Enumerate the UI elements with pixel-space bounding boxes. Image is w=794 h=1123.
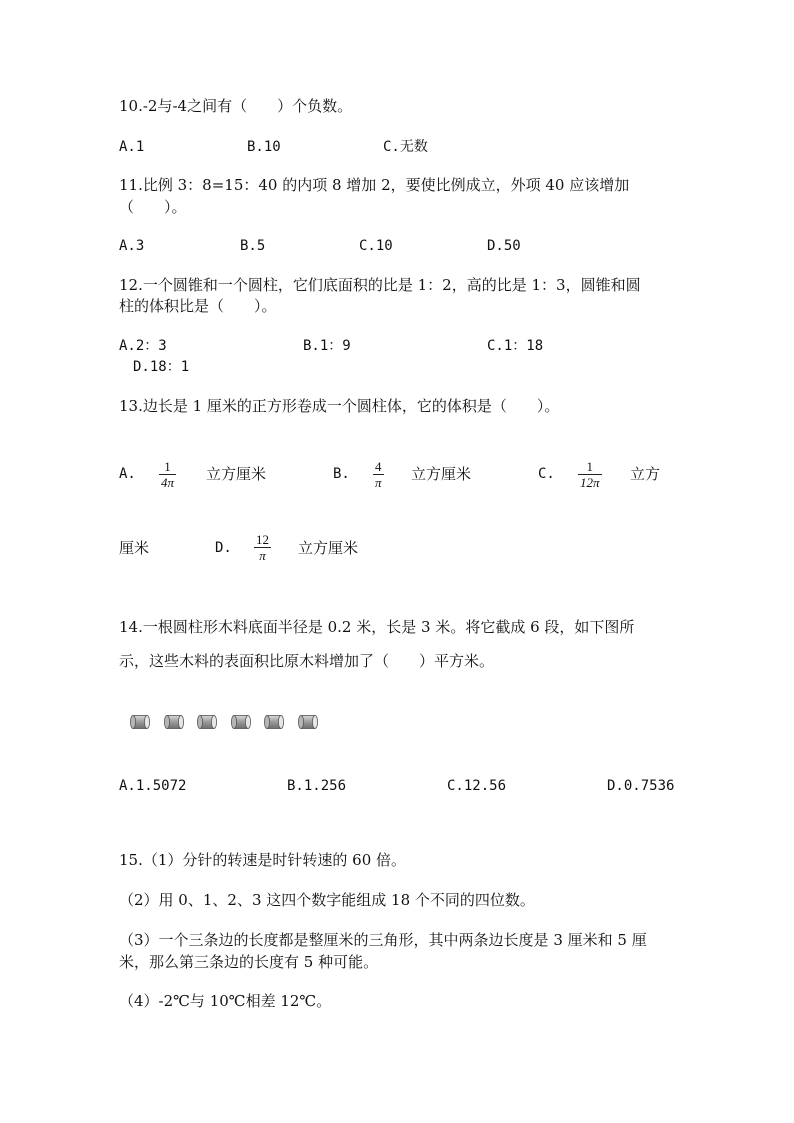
q10-option-c: C.无数 — [383, 139, 428, 155]
q12-stem-line1: 12.一个圆锥和一个圆柱，它们底面积的比是 1：2，高的比是 1：3，圆锥和圆 — [119, 276, 641, 294]
q13-option-a-fraction — [159, 459, 176, 490]
q11-option-a: A.3 — [119, 238, 145, 254]
q13-option-c-letter: C. — [538, 466, 555, 482]
q11-option-d: D.50 — [487, 238, 521, 254]
q13-option-b-denominator: π — [375, 475, 382, 490]
q13-option-a-unit: 立方厘米 — [206, 465, 267, 483]
q13-option-a-denominator: 4π — [161, 475, 175, 490]
q13-option-b-numerator: 4 — [375, 459, 382, 474]
q14-stem-line1: 14.一根圆柱形木料底面半径是 0.2 米，长是 3 米。将它截成 6 段，如下图所 — [119, 618, 635, 636]
cylinder-piece — [264, 714, 284, 730]
q13-option-b-fraction — [373, 459, 384, 490]
q13-option-c-unit: 立方 — [630, 465, 661, 483]
q13-unit-wrap: 厘米 — [119, 539, 150, 557]
q14-stem-line2: 示，这些木料的表面积比原木料增加了（ ）平方米。 — [119, 652, 495, 670]
q13-option-a-numerator: 1 — [164, 459, 171, 474]
cylinder-piece — [231, 714, 251, 730]
q14-option-d: D.0.7536 — [607, 778, 675, 794]
q11-option-b: B.5 — [240, 238, 266, 254]
q13-option-d-fraction — [254, 532, 271, 563]
q12-option-c: C.1：18 — [487, 338, 544, 354]
q10-option-a: A.1 — [119, 139, 145, 155]
q13-option-a-letter: A. — [119, 466, 136, 482]
q12-stem-line2: 柱的体积比是（ ）。 — [119, 297, 277, 315]
q14-option-a: A.1.5072 — [119, 778, 187, 794]
q12-option-b: B.1：9 — [303, 338, 351, 354]
q13-option-c-fraction — [578, 459, 602, 490]
q13-option-c-denominator: 12π — [580, 475, 600, 490]
q13-option-b-unit: 立方厘米 — [411, 465, 472, 483]
q14-option-b: B.1.256 — [287, 778, 347, 794]
q11-stem-line2: （ ）。 — [119, 198, 187, 216]
q15-line4: （4）-2℃与 10℃相差 12℃。 — [119, 992, 332, 1010]
q15-line1: 15.（1）分针的转速是时针转速的 60 倍。 — [119, 851, 407, 869]
cylinder-piece — [130, 714, 150, 730]
q11-stem-line1: 11.比例 3：8=15：40 的内项 8 增加 2，要使比例成立，外项 40 应该增加 — [119, 176, 630, 194]
q15-line3b: 米，那么第三条边的长度有 5 种可能。 — [119, 953, 379, 971]
q14-option-c: C.12.56 — [447, 778, 507, 794]
q10-option-b: B.10 — [247, 139, 281, 155]
q12-option-d: D.18：1 — [133, 359, 190, 375]
q10-stem: 10.-2与-4之间有（ ）个负数。 — [119, 97, 353, 115]
cylinder-piece — [164, 714, 184, 730]
q15-line3a: （3）一个三条边的长度都是整厘米的三角形，其中两条边长度是 3 厘米和 5 厘 — [119, 931, 647, 949]
q13-option-d-numerator: 12 — [256, 532, 269, 547]
q13-option-b-letter: B. — [333, 466, 350, 482]
q13-option-d-denominator: π — [259, 548, 266, 563]
q13-option-c-numerator: 1 — [586, 459, 593, 474]
q12-option-a: A.2：3 — [119, 338, 167, 354]
q11-option-c: C.10 — [359, 238, 393, 254]
cylinder-piece — [197, 714, 217, 730]
cylinder-piece — [298, 714, 318, 730]
q13-stem: 13.边长是 1 厘米的正方形卷成一个圆柱体，它的体积是（ ）。 — [119, 397, 560, 415]
q13-option-d-letter: D. — [215, 540, 232, 556]
q13-option-d-unit: 立方厘米 — [298, 539, 359, 557]
q15-line2: （2）用 0、1、2、3 这四个数字能组成 18 个不同的四位数。 — [119, 891, 535, 909]
